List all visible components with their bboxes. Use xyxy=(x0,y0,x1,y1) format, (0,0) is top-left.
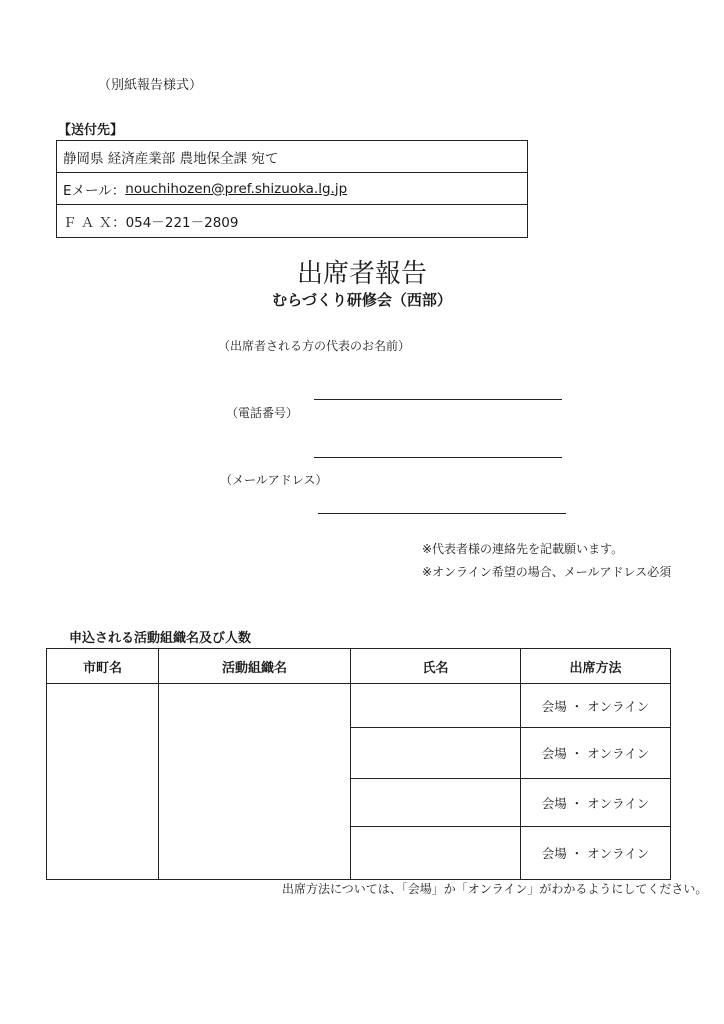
representative-name-line[interactable] xyxy=(314,399,562,400)
representative-label: （出席者される方の代表のお名前） xyxy=(218,339,411,353)
name-cell[interactable] xyxy=(351,728,521,779)
email-label: （メールアドレス） xyxy=(220,473,328,487)
page-title: 出席者報告 xyxy=(296,259,427,289)
name-cell[interactable] xyxy=(351,779,521,827)
attendance-method[interactable]: 会場 ・ オンライン xyxy=(521,827,671,880)
recipient-box xyxy=(56,140,528,238)
recipient-email-row xyxy=(57,173,527,205)
form-label: （別紙報告様式） xyxy=(98,78,203,93)
recipient-fax: Ｆ Ａ Ｘ：054－221－2809 xyxy=(63,215,239,231)
note-contact: ※代表者様の連絡先を記載願います。 xyxy=(422,542,624,556)
header-method: 出席方法 xyxy=(521,649,671,684)
phone-line[interactable] xyxy=(314,457,562,458)
recipient-email-link[interactable]: nouchihozen@pref.shizuoka.lg.jp xyxy=(125,180,348,197)
recipient-address: 静岡県 経済産業部 農地保全課 宛て xyxy=(57,141,527,173)
municipality-cell[interactable] xyxy=(47,684,159,880)
page-subtitle: むらづくり研修会（西部） xyxy=(272,291,452,309)
note-online: ※オンライン希望の場合、メールアドレス必須 xyxy=(422,565,672,579)
table-caption: 申込される活動組織名及び人数 xyxy=(69,631,252,646)
header-name: 氏名 xyxy=(351,649,521,684)
header-organization: 活動組織名 xyxy=(159,649,351,684)
organization-table xyxy=(46,648,671,880)
phone-label: （電話番号） xyxy=(226,406,299,420)
email-prefix: Eメール： xyxy=(63,182,126,199)
attendance-method[interactable]: 会場 ・ オンライン xyxy=(521,779,671,827)
email-line[interactable] xyxy=(318,513,566,514)
header-municipality: 市町名 xyxy=(47,649,159,684)
attendance-method[interactable]: 会場 ・ オンライン xyxy=(521,684,671,728)
attendance-method[interactable]: 会場 ・ オンライン xyxy=(521,728,671,779)
name-cell[interactable] xyxy=(351,827,521,880)
table-footnote: 出席方法については、「会場」か「オンライン」がわかるようにしてください。 xyxy=(282,882,708,896)
send-to-label: 【送付先】 xyxy=(58,123,124,138)
name-cell[interactable] xyxy=(351,684,521,728)
organization-cell[interactable] xyxy=(159,684,351,880)
